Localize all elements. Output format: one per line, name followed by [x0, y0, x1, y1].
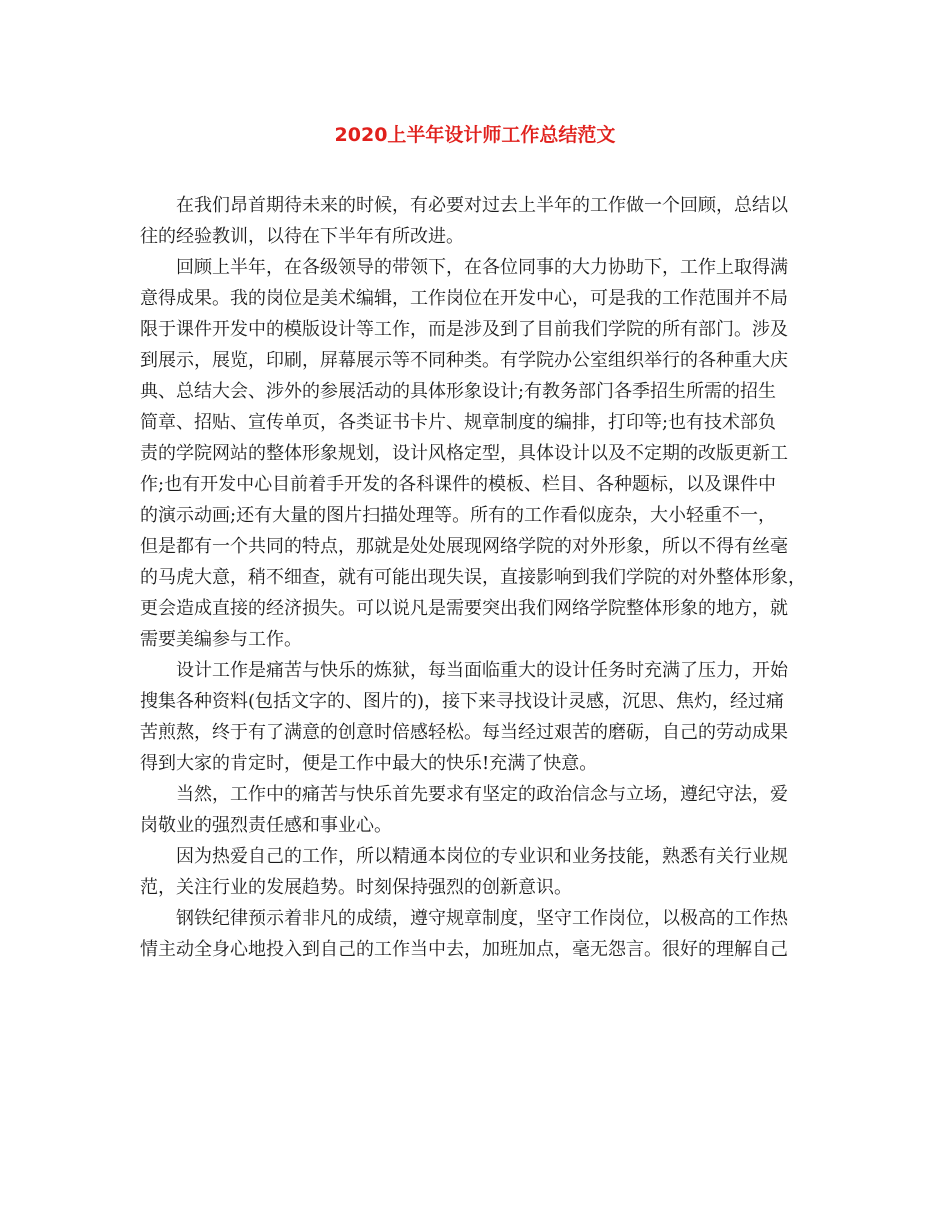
paragraph-line: 搜集各种资料(包括文字的、图片的)，接下来寻找设计灵感，沉思、焦灼，经过痛 — [140, 691, 785, 712]
paragraph-line: 但是都有一个共同的特点，那就是处处展现网络学院的对外形象，所以不得有丝毫 — [140, 536, 788, 557]
paragraph-line: 简章、招贴、宣传单页，各类证书卡片、规章制度的编排，打印等;也有技术部负 — [140, 412, 777, 433]
paragraph-line: 情主动全身心地投入到自己的工作当中去，加班加点，毫无怨言。很好的理解自己 — [140, 939, 788, 960]
paragraph-line: 得到大家的肯定时，便是工作中最大的快乐!充满了快意。 — [140, 753, 598, 774]
paragraph-line: 设计工作是痛苦与快乐的炼狱，每当面临重大的设计任务时充满了压力，开始 — [176, 660, 788, 681]
paragraph-line: 钢铁纪律预示着非凡的成绩，遵守规章制度，坚守工作岗位，以极高的工作热 — [176, 908, 788, 929]
paragraph-line: 需要美编参与工作。 — [140, 629, 302, 650]
paragraph — [140, 252, 820, 655]
paragraph-line: 的马虎大意，稍不细查，就有可能出现失误，直接影响到我们学院的对外整体形象， — [140, 567, 806, 588]
paragraph-line: 当然，工作中的痛苦与快乐首先要求有坚定的政治信念与立场，遵纪守法，爱 — [176, 784, 788, 805]
paragraph — [140, 779, 820, 841]
paragraph-line: 苦煎熬，终于有了满意的创意时倍感轻松。每当经过艰苦的磨砺，自己的劳动成果 — [140, 722, 788, 743]
paragraph-line: 范，关注行业的发展趋势。时刻保持强烈的创新意识。 — [140, 877, 572, 898]
paragraph-line: 责的学院网站的整体形象规划，设计风格定型，具体设计以及不定期的改版更新工 — [140, 443, 788, 464]
paragraph-line: 因为热爱自己的工作，所以精通本岗位的专业识和业务技能，熟悉有关行业规 — [176, 846, 788, 867]
document-title: 2020上半年设计师工作总结范文 — [334, 124, 616, 146]
paragraph-line: 更会造成直接的经济损失。可以说凡是需要突出我们网络学院整体形象的地方，就 — [140, 598, 788, 619]
paragraph-line: 限于课件开发中的模版设计等工作，而是涉及到了目前我们学院的所有部门。涉及 — [140, 319, 788, 340]
paragraph-line: 意得成果。我的岗位是美术编辑，工作岗位在开发中心，可是我的工作范围并不局 — [140, 288, 788, 309]
paragraph-line: 回顾上半年，在各级领导的带领下，在各位同事的大力协助下，工作上取得满 — [176, 257, 788, 278]
paragraph-line: 典、总结大会、涉外的参展活动的具体形象设计;有教务部门各季招生所需的招生 — [140, 381, 777, 402]
paragraph-line: 到展示，展览，印刷，屏幕展示等不同种类。有学院办公室组织举行的各种重大庆 — [140, 350, 788, 371]
paragraph — [140, 841, 820, 903]
paragraph-line: 岗敬业的强烈责任感和事业心。 — [140, 815, 392, 836]
paragraph-line: 的演示动画;还有大量的图片扫描处理等。所有的工作看似庞杂，大小轻重不一， — [140, 505, 777, 526]
paragraph — [140, 903, 820, 965]
paragraph — [140, 655, 820, 779]
paragraph — [140, 190, 820, 252]
paragraph-line: 往的经验教训，以待在下半年有所改进。 — [140, 226, 464, 247]
document-body — [140, 190, 820, 965]
paragraph-line: 在我们昂首期待未来的时候，有必要对过去上半年的工作做一个回顾，总结以 — [176, 195, 788, 216]
paragraph-line: 作;也有开发中心目前着手开发的各科课件的模板、栏目、各种题标，以及课件中 — [140, 474, 777, 495]
